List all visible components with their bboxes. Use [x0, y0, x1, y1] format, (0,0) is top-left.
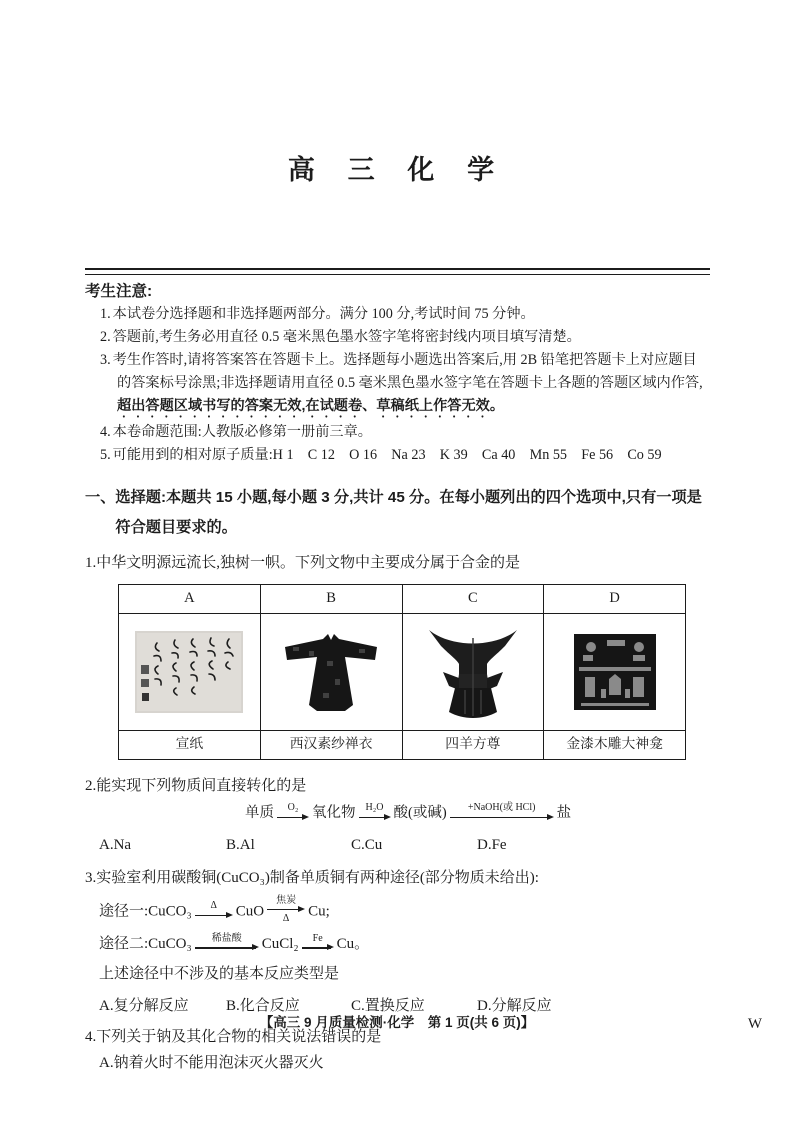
- caption-b: 西汉素纱禅衣: [260, 730, 402, 759]
- option-b: B.化合反应: [226, 998, 300, 1014]
- option-a: A.Na: [99, 836, 132, 853]
- gold-lacquer-shrine-image: [571, 631, 659, 713]
- arrow-label: Δ: [210, 900, 217, 912]
- question-1-artifact-table: [118, 584, 686, 760]
- footer-page-label: 【高三 9 月质量检测·化学 第 1 页(共 6 页)】: [259, 1015, 535, 1030]
- footer-watermark: W: [747, 1016, 762, 1032]
- option-c: C.Cu: [351, 836, 383, 853]
- reaction-arrow: [302, 933, 334, 952]
- table-image-row: [119, 613, 686, 730]
- option-a: A.复分解反应: [99, 998, 189, 1014]
- arrow-shaft: [302, 944, 334, 951]
- notice-item-3: [100, 349, 710, 421]
- reaction-arrow: [195, 900, 233, 919]
- scheme-mid1: 氧化物: [312, 804, 356, 821]
- arrow-label: Fe: [312, 932, 323, 944]
- xuan-paper-calligraphy-image: [133, 629, 245, 715]
- column-header-d: D: [544, 584, 686, 613]
- four-ram-zun-bronze-image: [423, 624, 523, 720]
- reaction-arrow: [267, 895, 305, 925]
- notice-item-text: 本试卷分选择题和非选择题两部分。满分 100 分,考试时间 75 分钟。: [112, 305, 535, 322]
- arrow-label: +NaOH(或 HCl): [467, 802, 536, 814]
- table-header-row: [119, 584, 686, 613]
- gauze-robe-image: [279, 627, 383, 717]
- question-4-stem: 4.下列关于钠及其化合物的相关说法错误的是: [85, 1029, 382, 1045]
- column-header-b: B: [260, 584, 402, 613]
- column-header-a: A: [119, 584, 261, 613]
- arrow-label: 稀盐酸: [211, 932, 242, 944]
- notice-item-text: 考生作答时,请将答案答在答题卡上。选择题每小题选出答案后,用 2B 铅笔把答题卡上对应题目的答案标号涂黑;非选择题请用直径 0.5 毫米黑色墨水签字笔在答题卡上各题的答题区域内作答,: [112, 351, 703, 391]
- question-4-option-a: A.钠着火时不能用泡沫灭火器灭火: [99, 1055, 324, 1071]
- page-footer: [0, 1013, 794, 1037]
- option-c: C.置换反应: [351, 998, 425, 1014]
- item-number: 2.: [100, 328, 111, 345]
- notice-item-emphasis: 超出答题区域书写的答案无效,在试题卷、草稿纸上作答无效。: [117, 397, 505, 414]
- arrow-shaft: [267, 906, 305, 913]
- route-end: Cu;: [308, 902, 330, 919]
- cell-image-b: [260, 613, 402, 730]
- question-2-reaction-scheme: [245, 803, 710, 825]
- question-3-route-2: [99, 933, 710, 956]
- notice-item-5: [100, 444, 710, 467]
- option-b: B.Al: [226, 836, 255, 853]
- arrow-shaft: [195, 944, 259, 951]
- cell-image-c: [402, 613, 544, 730]
- option-d: D.Fe: [477, 836, 507, 853]
- scheme-start: 单质: [245, 804, 274, 821]
- arrow-label: 焦炭: [276, 894, 297, 906]
- notice-item-text: 可能用到的相对原子质量:H 1 C 12 O 16 Na 23 K 39 Ca 40 Mn 55 Fe 56 Co 59: [112, 446, 662, 463]
- reaction-arrow: [359, 802, 391, 821]
- arrow-shaft: [450, 814, 554, 821]
- column-header-c: C: [402, 584, 544, 613]
- page-title: 高 三 化 学: [287, 155, 508, 185]
- notice-item-4: [100, 421, 710, 444]
- arrow-label: H₂O: [365, 802, 384, 814]
- question-2-options: [85, 831, 710, 859]
- scheme-end: 盐: [556, 804, 572, 821]
- item-number: 1.: [100, 305, 111, 322]
- route-end: Cu。: [336, 935, 370, 952]
- item-number: 4.: [100, 423, 111, 440]
- arrow-shaft: [195, 912, 233, 919]
- item-number: 5.: [100, 446, 111, 463]
- route-start: CuCO₃: [148, 935, 192, 952]
- arrow-label-below: Δ: [282, 913, 290, 924]
- question-3-subquestion: 上述途径中不涉及的基本反应类型是: [99, 966, 340, 982]
- divider-double-line: [85, 268, 710, 275]
- caption-c: 四羊方尊: [402, 730, 544, 759]
- notice-item-text: 本卷命题范围:人教版必修第一册前三章。: [112, 423, 372, 440]
- route-label: 途径二:: [99, 935, 149, 952]
- cell-image-d: [544, 613, 686, 730]
- item-number: 3.: [100, 351, 111, 368]
- option-d: D.分解反应: [477, 998, 552, 1014]
- notice-item-2: [100, 326, 710, 349]
- question-3-stem: 3.实验室利用碳酸铜(CuCO₃)制备单质铜有两种途径(部分物质未给出):: [85, 869, 539, 886]
- notice-heading: 考生注意:: [85, 282, 153, 300]
- caption-d: 金漆木雕大神龛: [544, 730, 686, 759]
- reaction-arrow: [195, 933, 259, 952]
- question-3-route-1: [99, 894, 710, 927]
- cell-image-a: [119, 613, 261, 730]
- reaction-arrow: [277, 802, 309, 821]
- route-label: 途径一:: [99, 902, 149, 919]
- notice-item-text: 答题前,考生务必用直径 0.5 毫米黑色墨水签字笔将密封线内项目填写清楚。: [112, 328, 581, 345]
- section-1-heading: 一、选择题:本题共 15 小题,每小题 3 分,共计 45 分。在每小题列出的四个选项中,只有一项是符合题目要求的。: [85, 488, 702, 536]
- notice-section: [85, 280, 710, 467]
- arrow-label: O₂: [287, 802, 299, 814]
- arrow-shaft: [277, 814, 309, 821]
- route-mid: CuCl₂: [261, 935, 299, 952]
- scheme-mid2: 酸(或碱): [393, 804, 447, 821]
- notice-item-1: [100, 303, 710, 326]
- route-mid: CuO: [235, 902, 265, 919]
- caption-a: 宣纸: [119, 730, 261, 759]
- question-2-stem: 2.能实现下列物质间直接转化的是: [85, 777, 307, 794]
- table-caption-row: [119, 730, 686, 759]
- arrow-shaft: [359, 814, 391, 821]
- reaction-arrow: [450, 802, 554, 821]
- route-start: CuCO₃: [148, 902, 192, 919]
- question-1-stem: 1.中华文明源远流长,独树一帜。下列文物中主要成分属于合金的是: [85, 554, 521, 571]
